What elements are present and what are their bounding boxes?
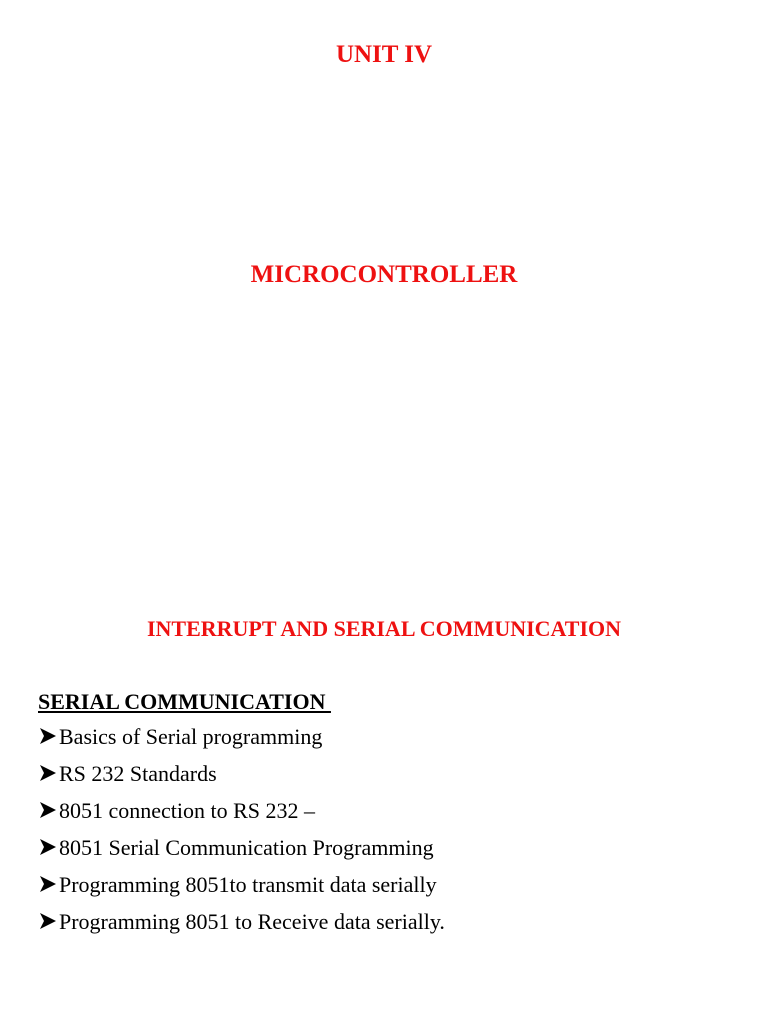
list-item — [38, 829, 738, 866]
list-item — [38, 866, 738, 903]
subject-title: MICROCONTROLLER — [250, 261, 518, 288]
arrowhead-bullet-icon — [38, 764, 59, 782]
arrowhead-bullet-icon — [38, 875, 59, 893]
topic-list — [38, 718, 738, 940]
serial-communication-heading: SERIAL COMMUNICATION — [38, 689, 331, 714]
list-item-text: RS 232 Standards — [59, 761, 217, 786]
list-item — [38, 718, 738, 755]
list-item — [38, 755, 738, 792]
unit-title: UNIT IV — [335, 41, 433, 68]
arrowhead-bullet-icon — [38, 838, 59, 856]
list-item-text: 8051 connection to RS 232 – — [59, 798, 316, 823]
list-item — [38, 792, 738, 829]
arrowhead-bullet-icon — [38, 727, 59, 745]
list-item-text: Programming 8051to transmit data serially — [59, 872, 437, 897]
list-item-text: Basics of Serial programming — [59, 724, 323, 749]
content-block — [38, 686, 738, 940]
list-item-text: 8051 Serial Communication Programming — [59, 835, 434, 860]
arrowhead-bullet-icon — [38, 912, 59, 930]
arrowhead-bullet-icon — [38, 801, 59, 819]
section-title: INTERRUPT AND SERIAL COMMUNICATION — [146, 616, 622, 641]
list-item — [38, 903, 738, 940]
list-item-text: Programming 8051 to Receive data serially. — [59, 909, 445, 934]
